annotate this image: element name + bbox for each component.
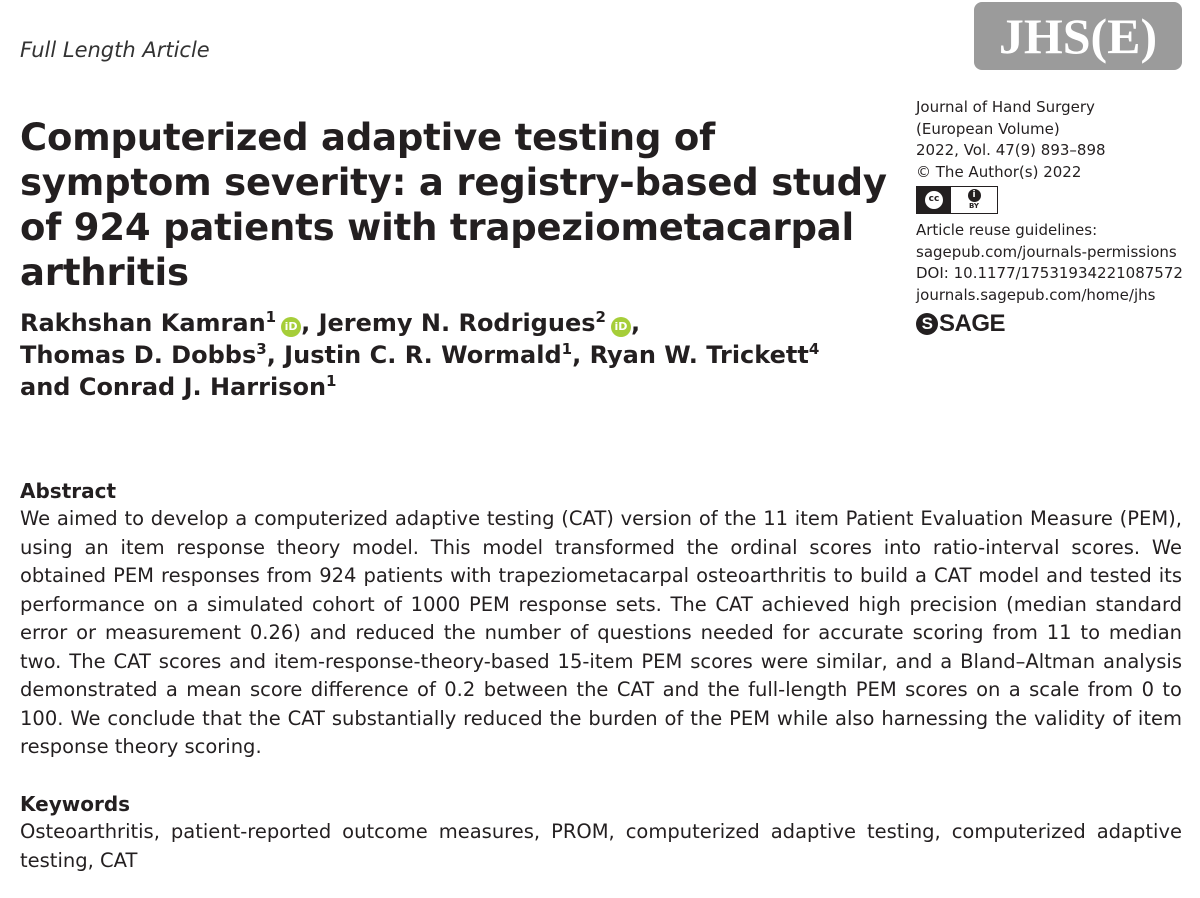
- affiliation-mark: 1: [326, 372, 337, 390]
- orcid-icon[interactable]: iD: [281, 317, 301, 337]
- article-type: Full Length Article: [20, 38, 210, 62]
- journal-metadata: [916, 97, 1196, 338]
- author-list: [20, 307, 900, 403]
- person-icon: i: [968, 189, 981, 202]
- journal-link[interactable]: journals.sagepub.com/home/jhs: [916, 285, 1156, 304]
- author-separator: ,: [301, 309, 319, 337]
- doi[interactable]: DOI: 10.1177/17531934221087572: [916, 264, 1183, 282]
- author: [20, 373, 336, 401]
- article-title: Computerized adaptive testing of symptom severity: a registry-based study of 924 patients with trapeziometacarpal arthritis: [20, 116, 887, 294]
- sage-logo: [916, 310, 1196, 338]
- author-name: Jeremy N. Rodrigues: [318, 309, 596, 337]
- affiliation-mark: 4: [808, 340, 820, 358]
- author-separator: ,: [266, 341, 285, 369]
- affiliation-mark: 1: [265, 308, 277, 326]
- author: [20, 309, 319, 337]
- abstract-text: We aimed to develop a computerized adaptive testing (CAT) version of the 11 item Patient Evaluation Measure (PEM), using an item response theory model. This model transformed the ordinal scores into ratio-interval scores. We obtained PEM responses from 924 patients with trapeziometacarpal osteoarthritis to build a CAT model and tested its performance on a simulated cohort of 1000 PEM response sets. The CAT achieved high precision (median standard error or measurement 0.26) and reduced the number of questions needed for accurate scoring from 11 to median two. The CAT scores and item-response-theory-based 15-item PEM scores were similar, and a Bland–Altman analysis demonstrated a mean score difference of 0.2 between the CAT and the full-length PEM scores on a scale from 0 to 100. We conclude that the CAT substantially reduced the burden of the PEM while also harnessing the validity of item response theory scoring.: [20, 507, 1182, 758]
- volume-info: 2022, Vol. 47(9) 893–898: [916, 141, 1106, 159]
- cc-by-license-icon[interactable]: [916, 186, 998, 214]
- journal-logo: JHS(E): [974, 2, 1182, 70]
- author: [284, 341, 589, 369]
- keywords-heading: Keywords: [20, 792, 131, 816]
- affiliation-mark: 1: [561, 340, 573, 358]
- journal-name: Journal of Hand Surgery: [916, 98, 1095, 116]
- copyright: © The Author(s) 2022: [916, 162, 1082, 181]
- reuse-label: Article reuse guidelines:: [916, 221, 1098, 239]
- author-name: Rakhshan Kamran: [20, 309, 266, 337]
- cc-label: cc: [925, 191, 943, 209]
- abstract-heading: Abstract: [20, 479, 117, 503]
- affiliation-mark: 3: [256, 340, 267, 358]
- reuse-link[interactable]: sagepub.com/journals-permissions: [916, 242, 1177, 261]
- journal-volume-name: (European Volume): [916, 119, 1060, 138]
- author: [20, 341, 284, 369]
- sage-s-icon: S: [916, 313, 938, 335]
- sage-logo-text: SAGE: [939, 310, 1006, 338]
- author-name: Ryan W. Trickett: [589, 341, 809, 369]
- abstract-section: [20, 477, 1182, 762]
- keywords-section: [20, 790, 1182, 875]
- by-icon: [951, 187, 997, 213]
- affiliation-mark: 2: [595, 308, 606, 326]
- author-separator: ,: [630, 309, 641, 337]
- keywords-text: Osteoarthritis, patient-reported outcome measures, PROM, computerized adaptive testing, computerized adaptive testing, CAT: [20, 820, 1182, 872]
- orcid-icon[interactable]: iD: [611, 317, 631, 337]
- author: [590, 341, 820, 369]
- cc-icon: [917, 187, 951, 213]
- author-conjunction: and: [20, 373, 79, 401]
- author-name: Justin C. R. Wormald: [284, 341, 562, 369]
- author-name: Conrad J. Harrison: [78, 373, 327, 401]
- author-name: Thomas D. Dobbs: [20, 341, 257, 369]
- author: [319, 309, 641, 337]
- by-label: BY: [968, 202, 980, 210]
- author-separator: ,: [572, 341, 590, 369]
